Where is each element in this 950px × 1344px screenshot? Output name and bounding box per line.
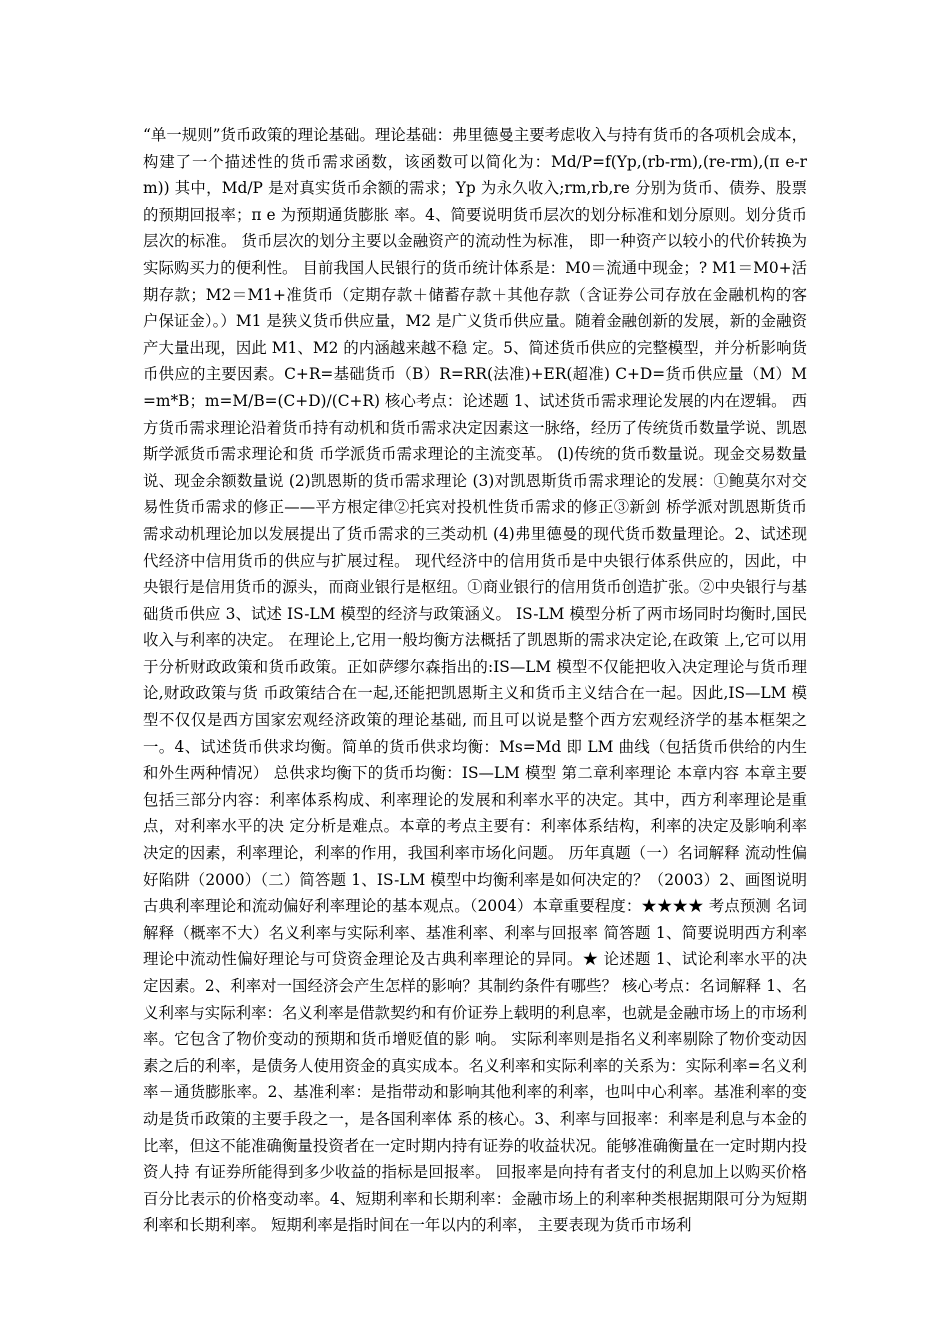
body-paragraph: “单一规则”货币政策的理论基础。理论基础：弗里德曼主要考虑收入与持有货币的各项机会成本，构建了一个描述性的货币需求函数，该函数可以简化为：Md/P=f(Yp,(rb-rm),(re-rm),(π e-rm)) 其中，Md/P 是对真实货币余额的需求；Yp 为永久收入;rm,rb,re 分别为货币、债券、股票的预期回报率；π e 为预期通货膨胀 率。4、简要说明货币层次的划分标准和划分原则。划分货币层次的标准。 货币层次的划分主要以金融资产的流动性为标准， 即一种资产以较小的代价转换为实际购买力的便利性。 目前我国人民银行的货币统计体系是：M0＝流通中现金；? M1＝M0+活期存款；M2＝M1+准货币（定期存款＋储蓄存款＋其他存款（含证券公司存放在金融机构的客户保证金）。）M1 是狭义货币供应量，M2 是广义货币供应量。随着金融创新的发展，新的金融资产大量出现，因此 M1、M2 的内涵越来越不稳 定。5、简述货币供应的完整模型，并分析影响货币供应的主要因素。C+R=基础货币（B）R=RR(法准)+ER(超准) C+D=货币供应量（M）M=m*B；m=M/B=(C+D)/(C+R) 核心考点：论述题 1、试述货币需求理论发展的内在逻辑。 西方货币需求理论沿着货币持有动机和货币需求决定因素这一脉络，经历了传统货币数量学说、凯恩斯学派货币需求理论和货 币学派货币需求理论的主流变革。 (l)传统的货币数量说。现金交易数量说、现金余额数量说 (2)凯恩斯的货币需求理论 (3)对凯恩斯货币需求理论的发展：①鲍莫尔对交易性货币需求的修正——平方根定律②托宾对投机性货币需求的修正③新剑 桥学派对凯恩斯货币需求动机理论加以发展提出了货币需求的三类动机 (4)弗里德曼的现代货币数量理论。2、试述现代经济中信用货币的供应与扩展过程。 现代经济中的信用货币是中央银行体系供应的，因此，中央银行是信用货币的源头，而商业银行是枢纽。①商业银行的信用货币创造扩张。②中央银行与基础货币供应 3、试述 IS-LM 模型的经济与政策涵义。 IS-LM 模型分析了两市场同时均衡时,国民收入与利率的决定。 在理论上,它用一般均衡方法概括了凯恩斯的需求决定论,在政策 上,它可以用于分析财政政策和货币政策。正如萨缪尔森指出的:IS—LM 模型不仅能把收入决定理论与货币理论,财政政策与货 币政策结合在一起,还能把凯恩斯主义和货币主义结合在一起。因此,IS—LM 模型不仅仅是西方国家宏观经济政策的理论基础, 而且可以说是整个西方宏观经济学的基本框架之一。4、试述货币供求均衡。简单的货币供求均衡：Ms=Md 即 LM 曲线（包括货币供给的内生和外生两种情况） 总供求均衡下的货币均衡：IS—LM 模型 第二章利率理论 本章内容 本章主要包括三部分内容：利率体系构成、利率理论的发展和利率水平的决定。其中，西方利率理论是重点，对利率水平的决 定分析是难点。本章的考点主要有：利率体系结构，利率的决定及影响利率决定的因素，利率理论，利率的作用，我国利率市场化问题。 历年真题（一）名词解释 流动性偏好陷阱（2000）（二）简答题 1、IS-LM 模型中均衡利率是如何决定的？（2003）2、画图说明古典利率理论和流动偏好利率理论的基本观点。（2004）本章重要程度：★★★★ 考点预测 名词解释（概率不大）名义利率与实际利率、基准利率、利率与回报率 简答题 1、简要说明西方利率理论中流动性偏好理论与可贷资金理论及古典利率理论的异同。★ 论述题 1、试论利率水平的决定因素。2、利率对一国经济会产生怎样的影响？其制约条件有哪些？ 核心考点：名词解释 1、名义利率与实际利率：名义利率是借款契约和有价证券上载明的利息率，也就是金融市场上的市场利率。它包含了物价变动的预期和货币增贬值的影 响。 实际利率则是指名义利率剔除了物价变动因素之后的利率，是债务人使用资金的真实成本。名义利率和实际利率的关系为：实际利率=名义利率－通货膨胀率。2、基准利率：是指带动和影响其他利率的利率，也叫中心利率。基准利率的变动是货币政策的主要手段之一，是各国利率体 系的核心。3、利率与回报率：利率是利息与本金的比率，但这不能准确衡量投资者在一定时期内持有证券的收益状况。能够准确衡量在一定时期内投资人持 有证券所能得到多少收益的指标是回报率。 回报率是向持有者支付的利息加上以购买价格百分比表示的价格变动率。4、短期利率和长期利率：金融市场上的利率种类根据期限可分为短期利率和长期利率。 短期利率是指时间在一年以内的利率， 主要表现为货币市场利 xyxy=(143,126,807,1235)
